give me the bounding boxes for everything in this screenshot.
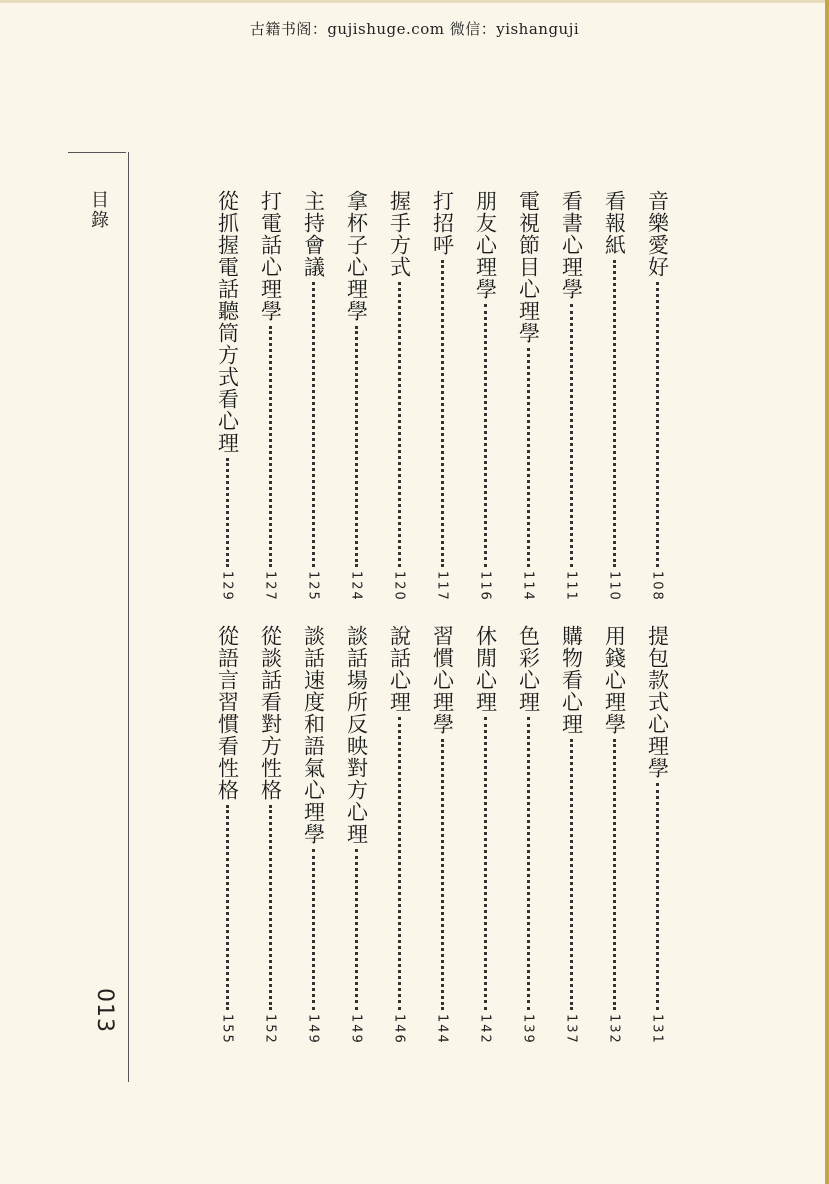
toc-entry-page: 146 [391, 1014, 407, 1045]
toc-entry-page: 152 [262, 1014, 278, 1045]
page-right-edge [825, 0, 829, 1184]
toc-entry [384, 190, 414, 602]
toc-entry-title: 從談話看對方性格 [258, 625, 283, 801]
toc-dot-leader [656, 282, 659, 567]
page-number: 013 [92, 988, 117, 1033]
toc-entry [470, 190, 500, 602]
toc-dot-leader [441, 260, 444, 567]
toc-entry [341, 625, 371, 1045]
toc-entry [298, 190, 328, 602]
toc-entry [599, 190, 629, 602]
toc-entry-title: 說話心理 [387, 625, 412, 713]
toc-entry [642, 190, 672, 602]
toc-entry-page: 127 [262, 571, 278, 602]
toc-entry [212, 625, 242, 1045]
toc-entry [212, 190, 242, 602]
toc-entry [427, 625, 457, 1045]
toc-entry [470, 625, 500, 1045]
toc-entry-page: 116 [477, 571, 493, 602]
toc-dot-leader [613, 739, 616, 1010]
toc-dot-leader [269, 326, 272, 567]
toc-entry-page: 125 [305, 571, 321, 602]
header-rule [68, 152, 126, 153]
toc-entry-page: 132 [606, 1014, 622, 1045]
toc-entry-title: 談話場所反映對方心理 [344, 625, 369, 845]
toc-entry-title: 用錢心理學 [602, 625, 627, 735]
toc-dot-leader [570, 304, 573, 567]
toc-entry [255, 625, 285, 1045]
toc-entry-page: 142 [477, 1014, 493, 1045]
toc-dot-leader [312, 282, 315, 567]
toc-entry [642, 625, 672, 1045]
toc-dot-leader [355, 849, 358, 1010]
toc-entry-title: 電視節目心理學 [516, 190, 541, 344]
toc-dot-leader [398, 282, 401, 567]
toc-entry-page: 120 [391, 571, 407, 602]
toc-entry-title: 主持會議 [301, 190, 326, 278]
toc-entry-title: 音樂愛好 [645, 190, 670, 278]
toc-dot-leader [226, 805, 229, 1010]
toc-entry [513, 625, 543, 1045]
toc-entry-page: 131 [649, 1014, 665, 1045]
toc-entry-page: 110 [606, 571, 622, 602]
toc-dot-leader [484, 304, 487, 567]
toc-entry-page: 108 [649, 571, 665, 602]
toc-dot-leader [398, 717, 401, 1010]
toc-entry-page: 149 [305, 1014, 321, 1045]
toc-entry-title: 從抓握電話聽筒方式看心理 [215, 190, 240, 454]
toc-entry [599, 625, 629, 1045]
toc-dot-leader [613, 260, 616, 567]
toc-dot-leader [226, 458, 229, 567]
toc-entry-title: 看書心理學 [559, 190, 584, 300]
toc-entry-page: 124 [348, 571, 364, 602]
toc-entry-page: 155 [219, 1014, 235, 1045]
toc-entry-title: 購物看心理 [559, 625, 584, 735]
toc-entry-page: 129 [219, 571, 235, 602]
toc-entry [255, 190, 285, 602]
toc-entry-page: 139 [520, 1014, 536, 1045]
toc-entry-title: 打電話心理學 [258, 190, 283, 322]
toc-entry-title: 休閒心理 [473, 625, 498, 713]
toc-entry-title: 打招呼 [430, 190, 455, 256]
toc-dot-leader [484, 717, 487, 1010]
toc-entry [298, 625, 328, 1045]
toc-dot-leader [527, 348, 530, 567]
toc-entry-page: 137 [563, 1014, 579, 1045]
toc-entry-title: 從語言習慣看性格 [215, 625, 240, 801]
toc-entry [556, 625, 586, 1045]
toc-entry-title: 習慣心理學 [430, 625, 455, 735]
toc-entry-page: 149 [348, 1014, 364, 1045]
toc-entry-title: 談話速度和語氣心理學 [301, 625, 326, 845]
toc-dot-leader [441, 739, 444, 1010]
toc-dot-leader [656, 783, 659, 1010]
running-head: 目錄 [88, 190, 109, 230]
toc-entry-page: 114 [520, 571, 536, 602]
toc-entry-title: 拿杯子心理學 [344, 190, 369, 322]
toc-entry-title: 提包款式心理學 [645, 625, 670, 779]
toc-entry [513, 190, 543, 602]
toc-entry [384, 625, 414, 1045]
toc-entry-title: 看報紙 [602, 190, 627, 256]
toc-dot-leader [527, 717, 530, 1010]
toc-entry [556, 190, 586, 602]
watermark: 古籍书阁：gujishuge.com 微信：yishanguji [249, 20, 580, 38]
toc-entry [427, 190, 457, 602]
toc-entry-page: 117 [434, 571, 450, 602]
toc-entry-title: 握手方式 [387, 190, 412, 278]
toc-dot-leader [269, 805, 272, 1010]
toc-entry-page: 111 [563, 571, 579, 602]
toc-entry-title: 朋友心理學 [473, 190, 498, 300]
toc-entry [341, 190, 371, 602]
margin-rule [128, 152, 129, 1082]
toc-dot-leader [355, 326, 358, 567]
toc-entry-title: 色彩心理 [516, 625, 541, 713]
toc-entry-page: 144 [434, 1014, 450, 1045]
toc-dot-leader [312, 849, 315, 1010]
toc-dot-leader [570, 739, 573, 1010]
